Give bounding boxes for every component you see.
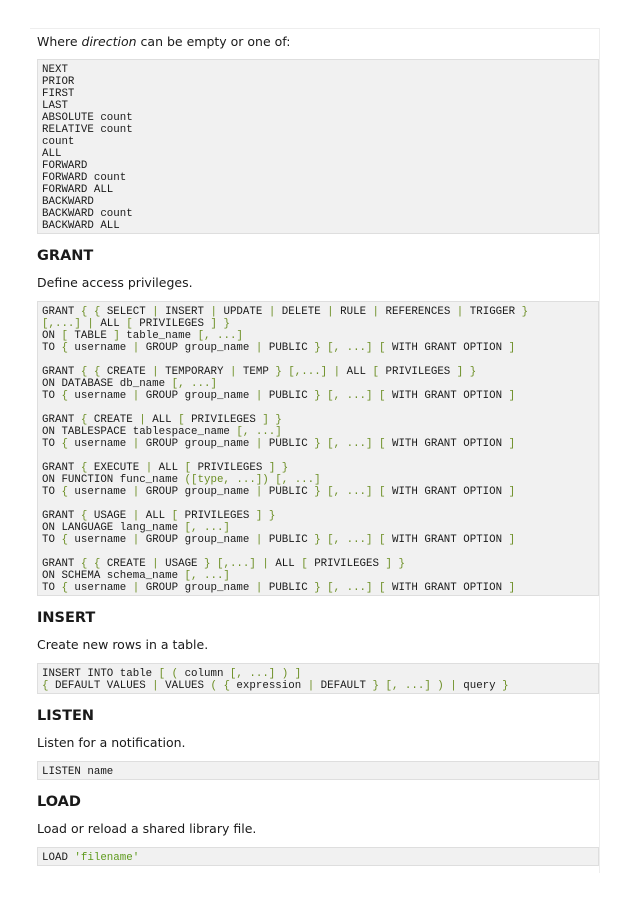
direction-option — [42, 100, 68, 112]
code-text: username — [74, 342, 133, 354]
code-syntax-mark: | — [327, 306, 341, 318]
code-syntax-mark: | — [255, 438, 269, 450]
code-text: WITH GRANT OPTION — [391, 486, 509, 498]
code-text: count — [42, 136, 75, 148]
code-text: USAGE — [165, 558, 205, 570]
code-syntax-mark: ] — [508, 534, 516, 546]
code-syntax-mark: ] — [113, 330, 127, 342]
code-syntax-mark: ] } — [255, 510, 276, 522]
code-text: PUBLIC — [268, 390, 315, 402]
page-top-rule — [30, 28, 600, 29]
code-syntax-mark: ([type, ...]) [, ...] — [184, 474, 321, 486]
direction-option — [42, 112, 133, 124]
code-syntax-mark: } — [521, 306, 529, 318]
code-syntax-mark: { — [80, 414, 94, 426]
grant-syntax-code — [37, 301, 599, 596]
code-text: GROUP group_name — [145, 582, 256, 594]
code-text: VALUES — [165, 680, 211, 692]
code-text: UPDATE — [223, 306, 269, 318]
code-text: GROUP group_name — [145, 438, 256, 450]
load-syntax-code — [37, 847, 599, 866]
insert-syntax-line — [42, 668, 301, 680]
code-syntax-mark: { — [42, 680, 55, 692]
code-text: GRANT — [42, 366, 81, 378]
code-text: ALL — [346, 366, 373, 378]
listen-syntax-code — [37, 761, 599, 780]
code-syntax-mark: [, ...] — [197, 330, 243, 342]
direction-option — [42, 136, 74, 148]
code-text: ALL — [145, 510, 172, 522]
code-text: FORWARD count — [42, 172, 127, 184]
grant-syntax-line — [42, 522, 230, 534]
document-content — [37, 33, 599, 866]
listen-syntax-line — [42, 766, 113, 778]
code-syntax-mark: | — [132, 486, 146, 498]
code-syntax-mark: } [, ...] [ — [314, 438, 392, 450]
code-text: GRANT — [42, 414, 81, 426]
code-text: LAST — [42, 100, 68, 112]
direction-option — [42, 196, 94, 208]
code-text: GRANT — [42, 462, 81, 474]
code-syntax-mark: } [, ...] [ — [314, 486, 392, 498]
code-text: column — [184, 668, 230, 680]
listen-heading: LISTEN — [37, 708, 95, 724]
code-syntax-mark: { { — [80, 558, 107, 570]
code-text: username — [74, 438, 133, 450]
intro-emphasis: direction — [81, 34, 137, 49]
code-syntax-mark: { { — [80, 306, 107, 318]
code-text: GROUP group_name — [145, 486, 256, 498]
code-text: ALL — [158, 462, 185, 474]
code-syntax-mark: | — [152, 366, 166, 378]
code-text: TO — [42, 342, 62, 354]
code-syntax-mark: [, ...] ) ] — [229, 668, 302, 680]
code-syntax-mark: [, ...] — [236, 426, 282, 438]
code-text: ON — [42, 330, 62, 342]
code-syntax-mark: | — [372, 306, 386, 318]
direction-option — [42, 208, 133, 220]
direction-intro — [37, 33, 599, 51]
code-text: NEXT — [42, 64, 68, 76]
direction-option — [42, 220, 120, 232]
direction-option — [42, 172, 126, 184]
code-syntax-mark: [ ( — [158, 668, 185, 680]
intro-after: can be empty or one of: — [136, 34, 291, 49]
code-text: PRIVILEGES — [314, 558, 386, 570]
code-text: TEMP — [242, 366, 276, 378]
code-text: ON TABLESPACE tablespace_name — [42, 426, 237, 438]
code-text: FORWARD ALL — [42, 184, 114, 196]
code-syntax-mark: ( { — [210, 680, 237, 692]
direction-option — [42, 76, 74, 88]
code-syntax-mark: } [,...] | — [204, 558, 276, 570]
code-text: TO — [42, 534, 62, 546]
code-syntax-mark: [ — [61, 330, 75, 342]
code-text: table_name — [126, 330, 198, 342]
code-text: PUBLIC — [268, 582, 315, 594]
intro-before: Where — [37, 34, 82, 49]
code-text: PUBLIC — [268, 486, 315, 498]
code-text: PRIVILEGES — [191, 414, 263, 426]
code-text: EXECUTE — [93, 462, 146, 474]
code-text: SELECT — [106, 306, 153, 318]
grant-syntax-line — [42, 558, 405, 570]
code-text: ON SCHEMA schema_name — [42, 570, 185, 582]
insert-syntax-line — [42, 680, 509, 692]
code-text: TO — [42, 582, 62, 594]
code-text: GRANT — [42, 306, 81, 318]
direction-option — [42, 184, 113, 196]
grant-syntax-line — [42, 426, 282, 438]
grant-syntax-line — [42, 318, 230, 330]
code-text: WITH GRANT OPTION — [391, 534, 509, 546]
code-text: PRIVILEGES — [197, 462, 269, 474]
insert-description: Create new rows in a table. — [37, 637, 209, 652]
grant-heading: GRANT — [37, 248, 94, 264]
code-text: GROUP group_name — [145, 390, 256, 402]
code-syntax-mark: ] — [508, 342, 516, 354]
code-syntax-mark: { — [61, 390, 75, 402]
listen-description: Listen for a notification. — [37, 735, 186, 750]
code-text: RULE — [340, 306, 373, 318]
grant-syntax-line — [42, 462, 288, 474]
code-syntax-mark: | — [255, 342, 269, 354]
grant-syntax-line — [42, 414, 282, 426]
code-syntax-mark: ] } — [385, 558, 405, 570]
code-syntax-mark: | — [152, 558, 166, 570]
code-text: DELETE — [281, 306, 328, 318]
code-syntax-mark: { — [61, 534, 75, 546]
code-syntax-mark: | — [210, 306, 224, 318]
code-syntax-mark: [, ...] — [184, 570, 230, 582]
grant-syntax-line — [42, 474, 321, 486]
code-text: RELATIVE count — [42, 124, 133, 136]
code-syntax-mark: [, ...] — [171, 378, 217, 390]
insert-heading: INSERT — [37, 610, 96, 626]
code-syntax-mark: } [, ...] [ — [314, 534, 392, 546]
code-text: WITH GRANT OPTION — [391, 438, 509, 450]
code-text: BACKWARD ALL — [42, 220, 120, 232]
code-syntax-mark: } [,...] | — [275, 366, 347, 378]
code-syntax-mark: | — [145, 462, 159, 474]
code-text: ON LANGUAGE lang_name — [42, 522, 185, 534]
code-syntax-mark: ] } — [210, 318, 230, 330]
code-text: REFERENCES — [385, 306, 457, 318]
code-syntax-mark: | — [255, 486, 269, 498]
code-syntax-mark: ] — [508, 438, 516, 450]
code-text: PRIVILEGES — [184, 510, 256, 522]
code-syntax-mark: | — [132, 582, 146, 594]
code-syntax-mark: [ — [126, 318, 140, 330]
code-text: TO — [42, 486, 62, 498]
direction-option — [42, 124, 133, 136]
code-syntax-mark: [ — [184, 462, 198, 474]
insert-syntax-code — [37, 663, 599, 694]
direction-option — [42, 148, 61, 160]
code-text: query — [463, 680, 503, 692]
code-syntax-mark: { { — [80, 366, 107, 378]
grant-syntax-line — [42, 342, 515, 354]
grant-description: Define access privileges. — [37, 275, 193, 290]
code-syntax-mark: ] — [508, 390, 516, 402]
code-text: LISTEN name — [42, 766, 114, 778]
code-text: GRANT — [42, 558, 81, 570]
code-text: DEFAULT VALUES — [54, 680, 153, 692]
code-syntax-mark: [ — [301, 558, 315, 570]
code-text: DEFAULT — [320, 680, 373, 692]
code-syntax-mark: | — [229, 366, 243, 378]
grant-syntax-line — [42, 582, 515, 594]
code-syntax-mark: | — [152, 306, 166, 318]
code-text: expression — [236, 680, 308, 692]
code-text: username — [74, 486, 133, 498]
code-text: TO — [42, 390, 62, 402]
direction-option — [42, 64, 68, 76]
code-text: PRIVILEGES — [385, 366, 457, 378]
code-syntax-mark: { — [61, 438, 75, 450]
grant-syntax-line — [42, 390, 515, 402]
load-description: Load or reload a shared library file. — [37, 821, 257, 836]
load-syntax-line — [42, 852, 139, 864]
code-text: CREATE — [93, 414, 140, 426]
grant-syntax-line — [42, 378, 217, 390]
code-text: CREATE — [106, 366, 153, 378]
grant-syntax-line — [42, 438, 515, 450]
grant-syntax-line — [42, 306, 528, 318]
code-text: ALL — [42, 148, 62, 160]
page-right-rule — [599, 28, 600, 873]
code-text: INSERT — [165, 306, 211, 318]
code-text: GRANT — [42, 510, 81, 522]
direction-option — [42, 88, 74, 100]
grant-syntax-line — [42, 534, 515, 546]
code-syntax-mark: [,...] | — [42, 318, 101, 330]
code-syntax-mark: [ — [171, 510, 185, 522]
code-text: WITH GRANT OPTION — [391, 342, 509, 354]
code-text: PUBLIC — [268, 438, 315, 450]
code-syntax-mark: ] — [508, 582, 516, 594]
code-text: TABLE — [74, 330, 114, 342]
code-syntax-mark: ] } — [262, 414, 282, 426]
code-text: INSERT INTO table — [42, 668, 159, 680]
code-syntax-mark: | — [132, 534, 146, 546]
code-syntax-mark: | — [255, 534, 269, 546]
code-text: PUBLIC — [268, 342, 315, 354]
code-text: username — [74, 534, 133, 546]
code-text: username — [74, 582, 133, 594]
code-text: GROUP group_name — [145, 342, 256, 354]
code-syntax-mark: { — [80, 462, 94, 474]
code-syntax-mark: [ — [372, 366, 386, 378]
code-text: LOAD — [42, 852, 75, 864]
code-syntax-mark: | — [307, 680, 321, 692]
code-syntax-mark: } [, ...] [ — [314, 342, 392, 354]
code-syntax-mark: { — [80, 510, 94, 522]
code-syntax-mark: | — [268, 306, 282, 318]
code-syntax-mark: { — [61, 582, 75, 594]
code-syntax-mark: } — [502, 680, 509, 692]
code-text: TO — [42, 438, 62, 450]
code-text: CREATE — [106, 558, 153, 570]
code-text: ALL — [152, 414, 179, 426]
code-text: WITH GRANT OPTION — [391, 582, 509, 594]
code-text: USAGE — [93, 510, 133, 522]
code-text: TRIGGER — [469, 306, 522, 318]
code-syntax-mark: ] } — [268, 462, 289, 474]
code-text: TEMPORARY — [165, 366, 230, 378]
code-text: PRIVILEGES — [139, 318, 211, 330]
code-text: ABSOLUTE count — [42, 112, 133, 124]
code-text: PUBLIC — [268, 534, 315, 546]
code-syntax-mark: | — [255, 582, 269, 594]
code-syntax-mark: [, ...] — [184, 522, 230, 534]
code-text: BACKWARD — [42, 196, 94, 208]
grant-syntax-line — [42, 570, 230, 582]
code-text: ALL — [100, 318, 127, 330]
code-text: username — [74, 390, 133, 402]
code-syntax-mark: [ — [178, 414, 192, 426]
direction-options-code — [37, 59, 599, 234]
load-heading: LOAD — [37, 794, 81, 810]
code-syntax-mark: | — [132, 342, 146, 354]
code-text: GROUP group_name — [145, 534, 256, 546]
code-syntax-mark: | — [152, 680, 166, 692]
code-text: ON FUNCTION func_name — [42, 474, 185, 486]
code-syntax-mark: ] } — [456, 366, 477, 378]
code-text: PRIOR — [42, 76, 75, 88]
grant-syntax-line — [42, 330, 243, 342]
code-syntax-mark: } [, ...] [ — [314, 390, 392, 402]
code-syntax-mark: | — [456, 306, 470, 318]
code-syntax-mark: ] — [508, 486, 516, 498]
code-text: ON DATABASE db_name — [42, 378, 172, 390]
code-text: WITH GRANT OPTION — [391, 390, 509, 402]
code-text: ALL — [275, 558, 302, 570]
code-syntax-mark: { — [61, 486, 75, 498]
grant-syntax-line — [42, 510, 275, 522]
code-text: BACKWARD count — [42, 208, 133, 220]
code-text: FORWARD — [42, 160, 88, 172]
code-syntax-mark: } [, ...] ) | — [372, 680, 464, 692]
code-syntax-mark: | — [132, 390, 146, 402]
code-text: FIRST — [42, 88, 75, 100]
code-syntax-mark: { — [61, 342, 75, 354]
direction-option — [42, 160, 87, 172]
code-syntax-mark: | — [132, 438, 146, 450]
code-string: 'filename' — [74, 852, 140, 864]
grant-syntax-line — [42, 366, 476, 378]
grant-syntax-line — [42, 486, 515, 498]
code-syntax-mark: | — [255, 390, 269, 402]
code-syntax-mark: } [, ...] [ — [314, 582, 392, 594]
code-syntax-mark: | — [139, 414, 153, 426]
code-syntax-mark: | — [132, 510, 146, 522]
